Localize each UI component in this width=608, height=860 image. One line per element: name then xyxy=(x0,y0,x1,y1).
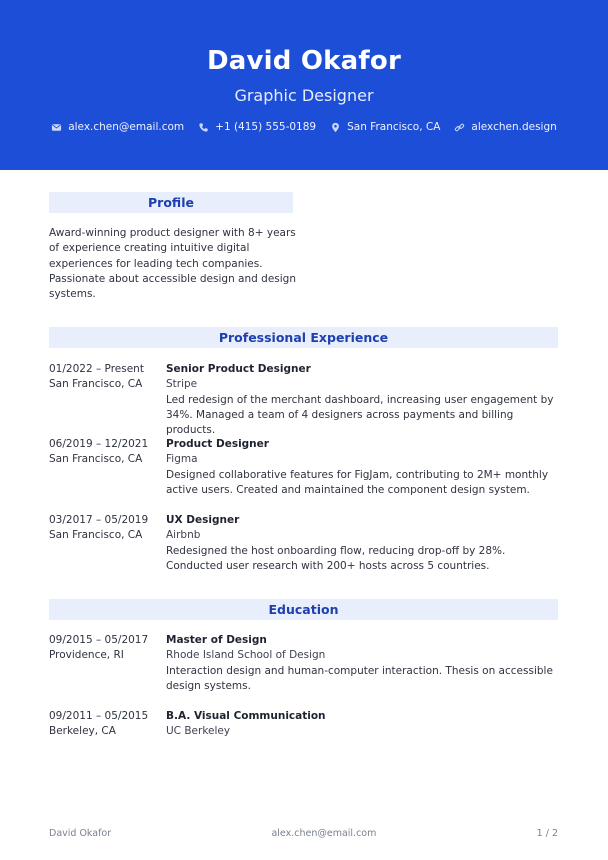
contact-website[interactable] xyxy=(454,121,556,133)
entry-location: San Francisco, CA xyxy=(49,529,143,542)
contact-website-text: alexchen.design xyxy=(471,121,557,133)
entry-dates: 06/2019 – 12/2021 xyxy=(49,438,149,450)
entry-description: Redesigned the host onboarding flow, reducing drop-off by 28%. Conducted user research with 200+ hosts across 5 countries. xyxy=(166,544,506,572)
entry-dates: 01/2022 – Present xyxy=(49,363,144,375)
contact-email-text: alex.chen@email.com xyxy=(68,121,185,133)
contact-phone-text: +1 (415) 555-0189 xyxy=(215,121,317,133)
entry-role: Product Designer xyxy=(166,438,269,450)
location-pin-icon xyxy=(330,122,341,133)
contact-row xyxy=(0,121,608,133)
entry-company: Figma xyxy=(166,453,198,466)
entry-dates: 03/2017 – 05/2019 xyxy=(49,514,149,526)
link-icon xyxy=(454,122,465,133)
profile-text: Award-winning product designer with 8+ years of experience creating intuitive digital experiences for leading tech companies. Passionate about accessible design and design systems. xyxy=(49,227,296,301)
entry-school: Rhode Island School of Design xyxy=(166,649,326,662)
entry-location: San Francisco, CA xyxy=(49,378,143,391)
entry-description: Interaction design and human-computer interaction. Thesis on accessible design systems. xyxy=(166,664,553,692)
entry-degree: B.A. Visual Communication xyxy=(166,710,326,722)
entry-role: Senior Product Designer xyxy=(166,363,311,375)
entry-dates: 09/2011 – 05/2015 xyxy=(49,710,149,722)
entry-dates: 09/2015 – 05/2017 xyxy=(49,634,149,646)
envelope-icon xyxy=(51,122,62,133)
entry-role: UX Designer xyxy=(166,514,240,526)
page-footer xyxy=(49,828,558,839)
entry-location: Providence, RI xyxy=(49,649,124,662)
profile-heading: Profile xyxy=(49,192,293,213)
entry-company: Stripe xyxy=(166,378,198,391)
candidate-title: Graphic Designer xyxy=(234,86,374,105)
footer-page-number: 1 / 2 xyxy=(536,828,558,839)
resume-header xyxy=(0,0,608,170)
contact-location xyxy=(330,121,440,133)
footer-email: alex.chen@email.com xyxy=(271,828,377,839)
entry-description: Led redesign of the merchant dashboard, increasing user engagement by 34%. Managed a team of 4 designers across payments and billing products. xyxy=(166,393,554,437)
experience-heading: Professional Experience xyxy=(49,327,558,348)
entry-company: Airbnb xyxy=(166,529,201,542)
phone-icon xyxy=(198,122,209,133)
entry-degree: Master of Design xyxy=(166,634,267,646)
contact-email[interactable] xyxy=(51,121,184,133)
contact-location-text: San Francisco, CA xyxy=(347,121,441,133)
candidate-name: David Okafor xyxy=(207,46,401,76)
contact-phone[interactable] xyxy=(198,121,316,133)
footer-name: David Okafor xyxy=(49,828,112,839)
entry-school: UC Berkeley xyxy=(166,725,231,738)
education-heading: Education xyxy=(49,599,558,620)
entry-location: Berkeley, CA xyxy=(49,725,116,738)
entry-location: San Francisco, CA xyxy=(49,453,143,466)
entry-description: Designed collaborative features for FigJam, contributing to 2M+ monthly active users. Created and maintained the component design system. xyxy=(166,468,549,496)
